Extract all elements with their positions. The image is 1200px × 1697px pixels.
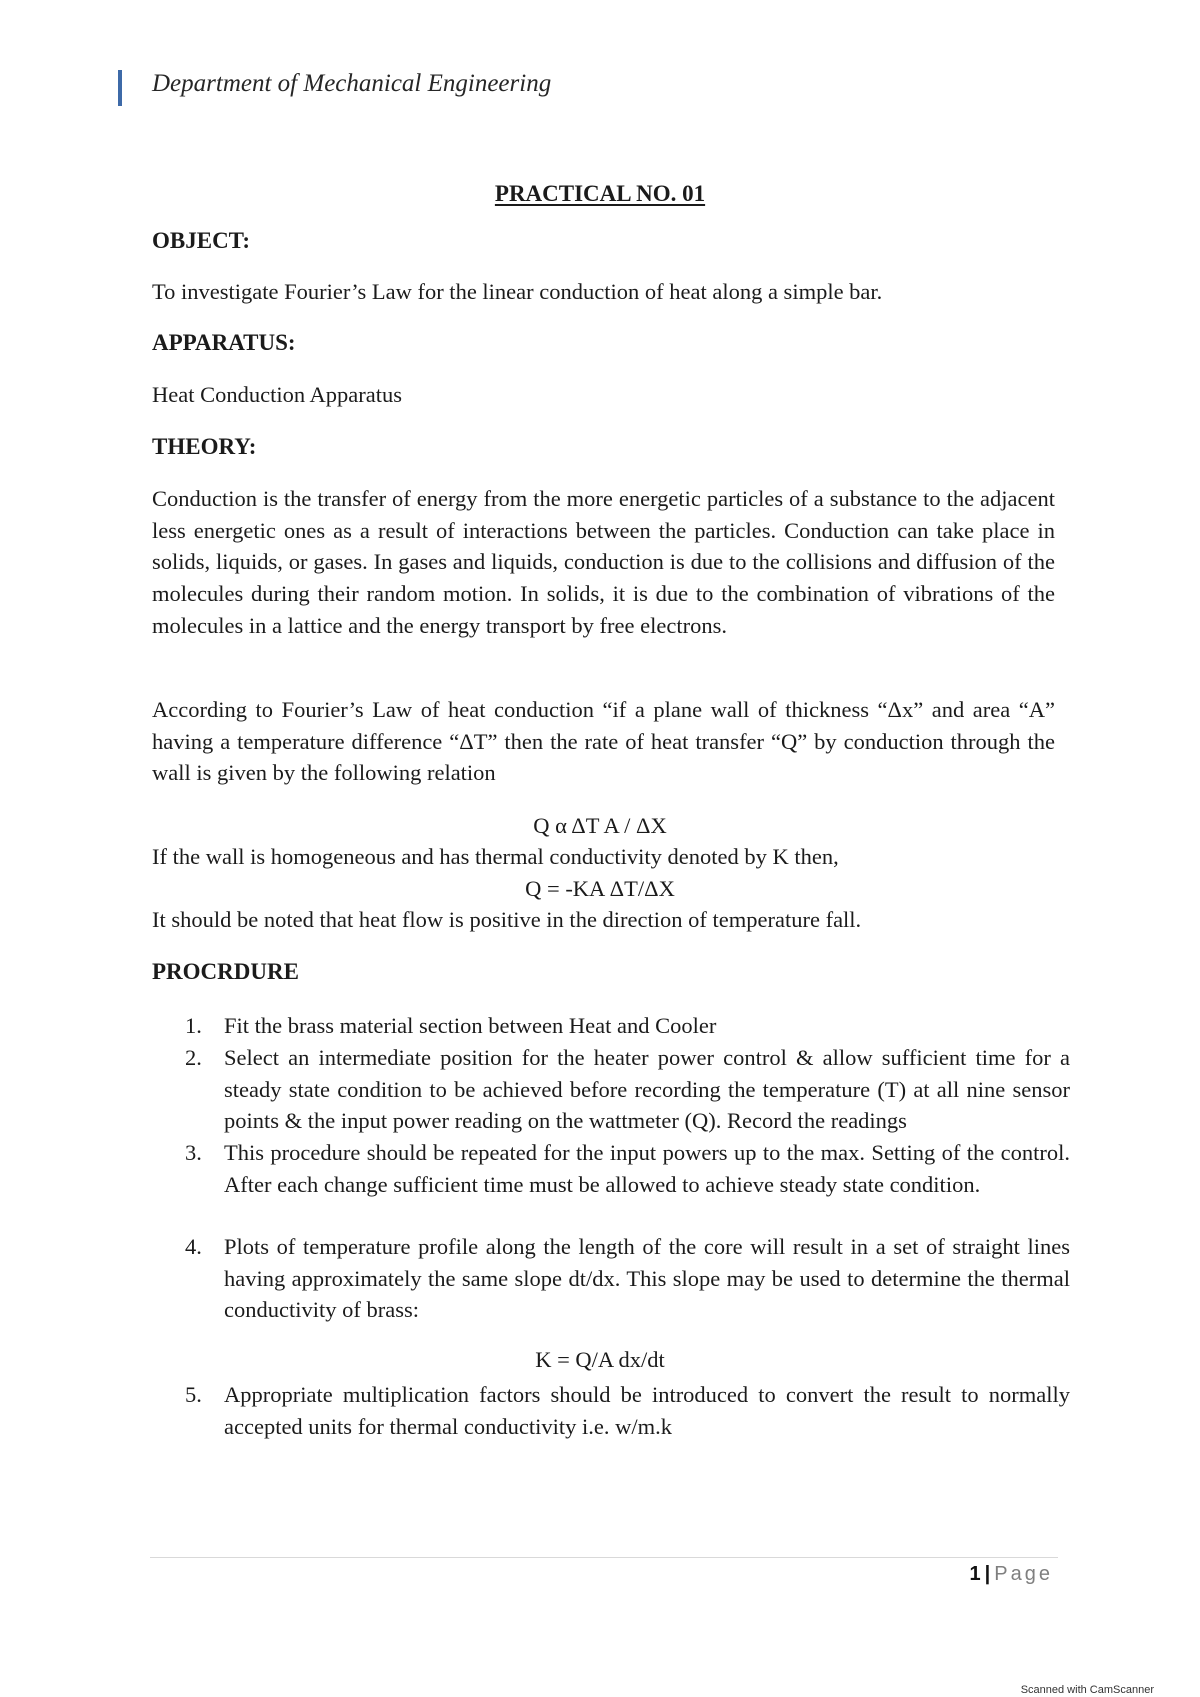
heat-flow-note: It should be noted that heat flow is positive in the direction of temperature fall.: [152, 907, 862, 932]
procedure-step-text: Select an intermediate position for the heater power control & allow sufficient time for a steady state condition to be achieved before recording the temperature (T) at all nine sensor points & the input power reading on the wattmeter (Q). Record the readings: [224, 1045, 1070, 1134]
object-heading: OBJECT:: [152, 228, 250, 253]
department-header: Department of Mechanical Engineering: [152, 70, 552, 97]
procedure-step-number: 2.: [185, 1045, 202, 1070]
page-number: 1: [969, 1563, 981, 1585]
page-word: Page: [994, 1563, 1053, 1585]
apparatus-heading: APPARATUS:: [152, 330, 296, 355]
formula-fourier-law: Q = -KA ΔT/ΔX: [525, 876, 675, 901]
page-separator: |: [984, 1563, 991, 1585]
formula-proportionality: Q α ΔT A / ΔX: [533, 813, 667, 838]
procedure-step-text: Appropriate multiplication factors should be introduced to convert the result to normally accepted units for thermal conductivity i.e. w/m.k: [224, 1382, 1070, 1439]
procedure-step-2: [185, 1042, 1070, 1137]
scanner-watermark: Scanned with CamScanner: [1020, 1684, 1154, 1696]
procedure-step-number: 1.: [185, 1013, 202, 1038]
procedure-heading: PROCRDURE: [152, 959, 299, 984]
page-number-footer: [970, 1563, 1053, 1586]
procedure-step-3: [185, 1137, 1070, 1200]
footer-divider: [150, 1557, 1058, 1558]
apparatus-text: Heat Conduction Apparatus: [152, 382, 402, 407]
header-accent-bar: [118, 70, 122, 106]
theory-heading: THEORY:: [152, 434, 257, 459]
formula-thermal-conductivity: K = Q/A dx/dt: [535, 1347, 665, 1372]
theory-paragraph-conduction: Conduction is the transfer of energy from the more energetic particles of a substance to the adjacent less energetic ones as a result of interactions between the particles. Conduction can take place in solids, liquids, or gases. In gases and liquids, conduction is due to the collisions and diffusion of the molecules during their random motion. In solids, it is due to the combination of vibrations of the molecules in a lattice and the energy transport by free electrons.: [152, 486, 1055, 638]
practical-title: PRACTICAL NO. 01: [494, 181, 706, 206]
procedure-step-text: This procedure should be repeated for the input powers up to the max. Setting of the control. After each change sufficient time must be allowed to achieve steady state condition.: [224, 1140, 1070, 1197]
theory-paragraph-fourier: According to Fourier’s Law of heat conduction “if a plane wall of thickness “Δx” and area “A” having a temperature difference “ΔT” then the rate of heat transfer “Q” by conduction through the wall is given by the following relation: [152, 697, 1055, 786]
procedure-step-number: 5.: [185, 1382, 202, 1407]
procedure-step-number: 3.: [185, 1140, 202, 1165]
procedure-step-5: [185, 1379, 1070, 1442]
procedure-step-text: Fit the brass material section between Heat and Cooler: [224, 1013, 717, 1038]
object-text: To investigate Fourier’s Law for the linear conduction of heat along a simple bar.: [152, 279, 883, 304]
procedure-step-4: [185, 1231, 1070, 1326]
procedure-step-1: [185, 1010, 1070, 1042]
procedure-step-text: Plots of temperature profile along the length of the core will result in a set of straight lines having approximately the same slope dt/dx. This slope may be used to determine the thermal conductivity of brass:: [224, 1234, 1070, 1323]
procedure-step-number: 4.: [185, 1234, 202, 1259]
homogeneous-statement: If the wall is homogeneous and has thermal conductivity denoted by K then,: [152, 844, 839, 869]
